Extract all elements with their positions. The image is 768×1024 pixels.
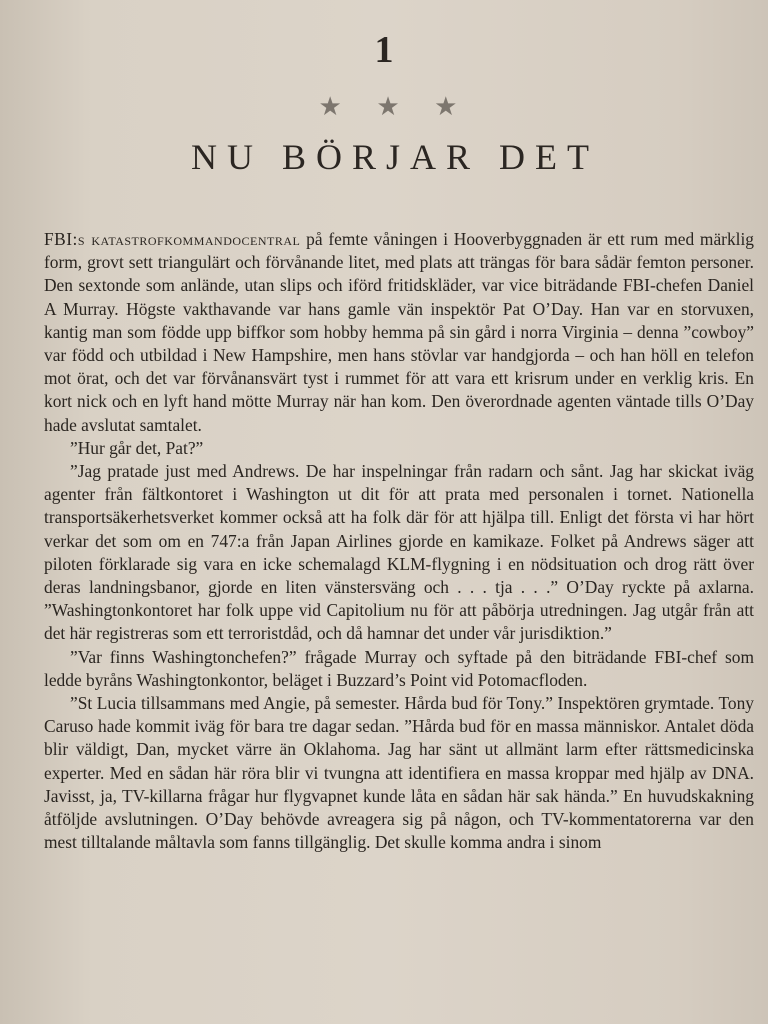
paragraph-4: ”Var finns Washingtonchefen?” frågade Murray och syftade på den biträdande FBI-chef som ledde byråns Washingtonkontor, beläget i Buzzard’s Point vid Potomacfloden. — [44, 646, 754, 690]
chapter-body — [44, 228, 754, 854]
paragraph-2: ”Hur går det, Pat?” — [70, 437, 204, 458]
paragraph-lead-smallcaps: FBI:s katastrofkommandocentral — [44, 229, 301, 249]
chapter-number: 1 — [374, 29, 394, 71]
paragraph-1 — [44, 228, 754, 437]
paragraph-3: ”Jag pratade just med Andrews. De har inspelningar från radarn och sånt. Jag har skickat iväg agenter från fältkontoret i Washington ut dit för att prata med personalen i tornet. Nationella transportsäkerhetsverket kommer också att ha folk där för att hjälpa till. Enligt det första vi har hört verkar det som om en 747:a från Japan Airlines gjorde en kamikaze. Folket på Andrews säger att piloten förklarade sig vara en icke schemalagd KLM-flygning i en nödsituation och drog rätt över deras landningsbanor, gjorde en liten vänstersväng och . . . tja . . .” O’Day ryckte på axlarna. ”Washingtonkontoret har folk uppe vid Capitolium nu för att påbörja utredningen. Jag utgår från att det här registreras som ett terroristdåd, och då hamnar det under vår jurisdiktion.” — [44, 461, 754, 644]
paragraph-text: på femte våningen i Hooverbyggnaden är ett rum med märklig form, grovt sett triangulärt och förvånande litet, med plats att trängas för bara sådär femton personer. Den sextonde som anlände, utan slips och iförd fritidskläder, var vice biträdande FBI-chefen Daniel A Murray. Högste vakthavande var hans gamle vän inspektör Pat O’Day. Han var en storvuxen, kantig man som födde upp biffkor som hobby hemma på sin gård i norra Virginia – denna ”cowboy” var född och utbildad i New Hampshire, men hans stövlar var handgjorda – och han höll en telefon mot örat, och det var förvånansvärt tyst i rummet för att vara ett krisrum under en verklig kris. En kort nick och en lyft hand mötte Murray när han kom. Den överordnade agenten väntade tills O’Day hade avslutat samtalet. — [44, 229, 755, 435]
chapter-stars-ornament: ★ ★ ★ — [318, 92, 472, 121]
chapter-title: NU BÖRJAR DET — [190, 137, 599, 177]
paragraph-5: ”St Lucia tillsammans med Angie, på semester. Hårda bud för Tony.” Inspektören grymtade. Tony Caruso hade kommit iväg för bara tre dagar sedan. ”Hårda bud för en massa människor. Antalet döda blir väldigt, Dan, mycket värre än Oklahoma. Jag har sänt ut allmänt larm efter rättsmedicinska experter. Med en sådan här röra blir vi tvungna att identifiera en massa kroppar med hjälp av DNA. Javisst, ja, TV-killarna frågar hur flygvapnet kunde låta en sådan här sak hända.” En huvudskakning åtföljde avslutningen. O’Day behövde avreagera sig på någon, och TV-kommentatorerna var den mest tilltalande måltavla som fanns tillgänglig. Det skulle komma andra i sinom — [44, 693, 754, 853]
